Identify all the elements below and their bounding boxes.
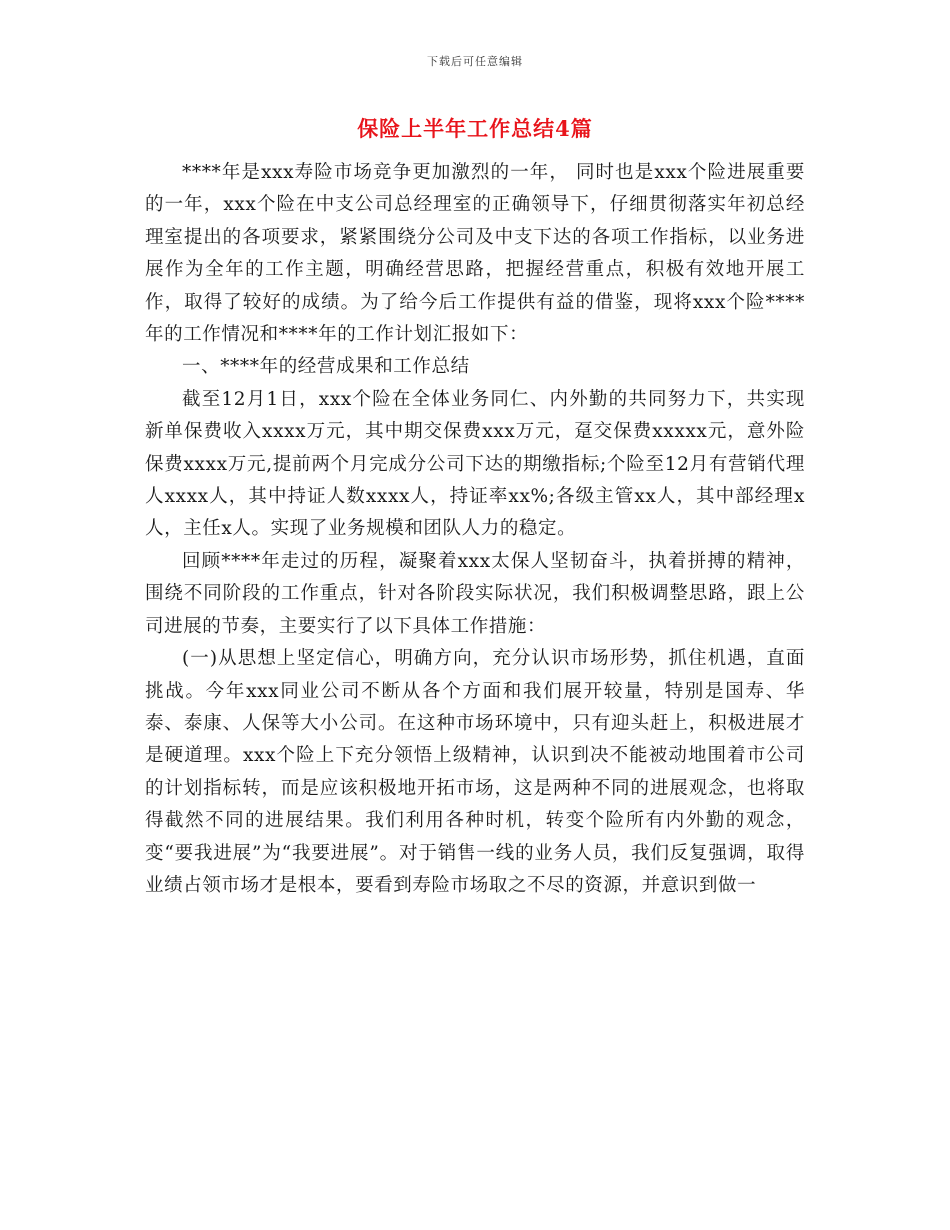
document-title: 保险上半年工作总结4篇: [357, 116, 593, 141]
section-heading: 一、****年的经营成果和工作总结: [182, 356, 470, 378]
paragraph-review: 回顾****年走过的历程，凝聚着xxx太保人坚韧奋斗，执着拼搏的精神，围绕不同阶段的工作重点，针对各阶段实际状况，我们积极调整思路，跟上公司进展的节奏，主要实行了以下具体工作措施：: [145, 550, 805, 637]
page-header: 下载后可任意编辑: [427, 55, 523, 68]
document-body: [145, 157, 805, 902]
paragraph-results: 截至12月1日，xxx个险在全体业务同仁、内外勤的共同努力下，共实现新单保费收入xxxx万元，其中期交保费xxx万元，趸交保费xxxxx元，意外险保费xxxx万元,提前两个月完成分公司下达的期缴指标;个险至12月有营销代理人xxxx人，其中持证人数xxxx人，持证率xx%;各级主管xx人，其中部经理x人，主任x人。实现了业务规模和团队人力的稳定。: [145, 388, 805, 540]
paragraph-measure-1: (一)从思想上坚定信心，明确方向，充分认识市场形势，抓住机遇，直面挑战。今年xxx同业公司不断从各个方面和我们展开较量，特别是国寿、华泰、泰康、人保等大小公司。在这种市场环境中，只有迎头赶上，积极进展才是硬道理。xxx个险上下充分领悟上级精神，认识到决不能被动地围着市公司的计划指标转，而是应该积极地开拓市场，这是两种不同的进展观念，也将取得截然不同的进展结果。我们利用各种时机，转变个险所有内外勤的观念，变“要我进展”为“我要进展”。对于销售一线的业务人员，我们反复强调，取得业绩占领市场才是根本，要看到寿险市场取之不尽的资源，并意识到做一: [145, 648, 805, 896]
paragraph-intro: ****年是xxx寿险市场竞争更加激烈的一年， 同时也是xxx个险进展重要的一年，xxx个险在中支公司总经理室的正确领导下，仔细贯彻落实年初总经理室提出的各项要求，紧紧围绕分公司及中支下达的各项工作指标，以业务进展作为全年的工作主题，明确经营思路，把握经营重点，积极有效地开展工作，取得了较好的成绩。为了给今后工作提供有益的借鉴，现将xxx个险****年的工作情况和****年的工作计划汇报如下：: [145, 162, 805, 346]
